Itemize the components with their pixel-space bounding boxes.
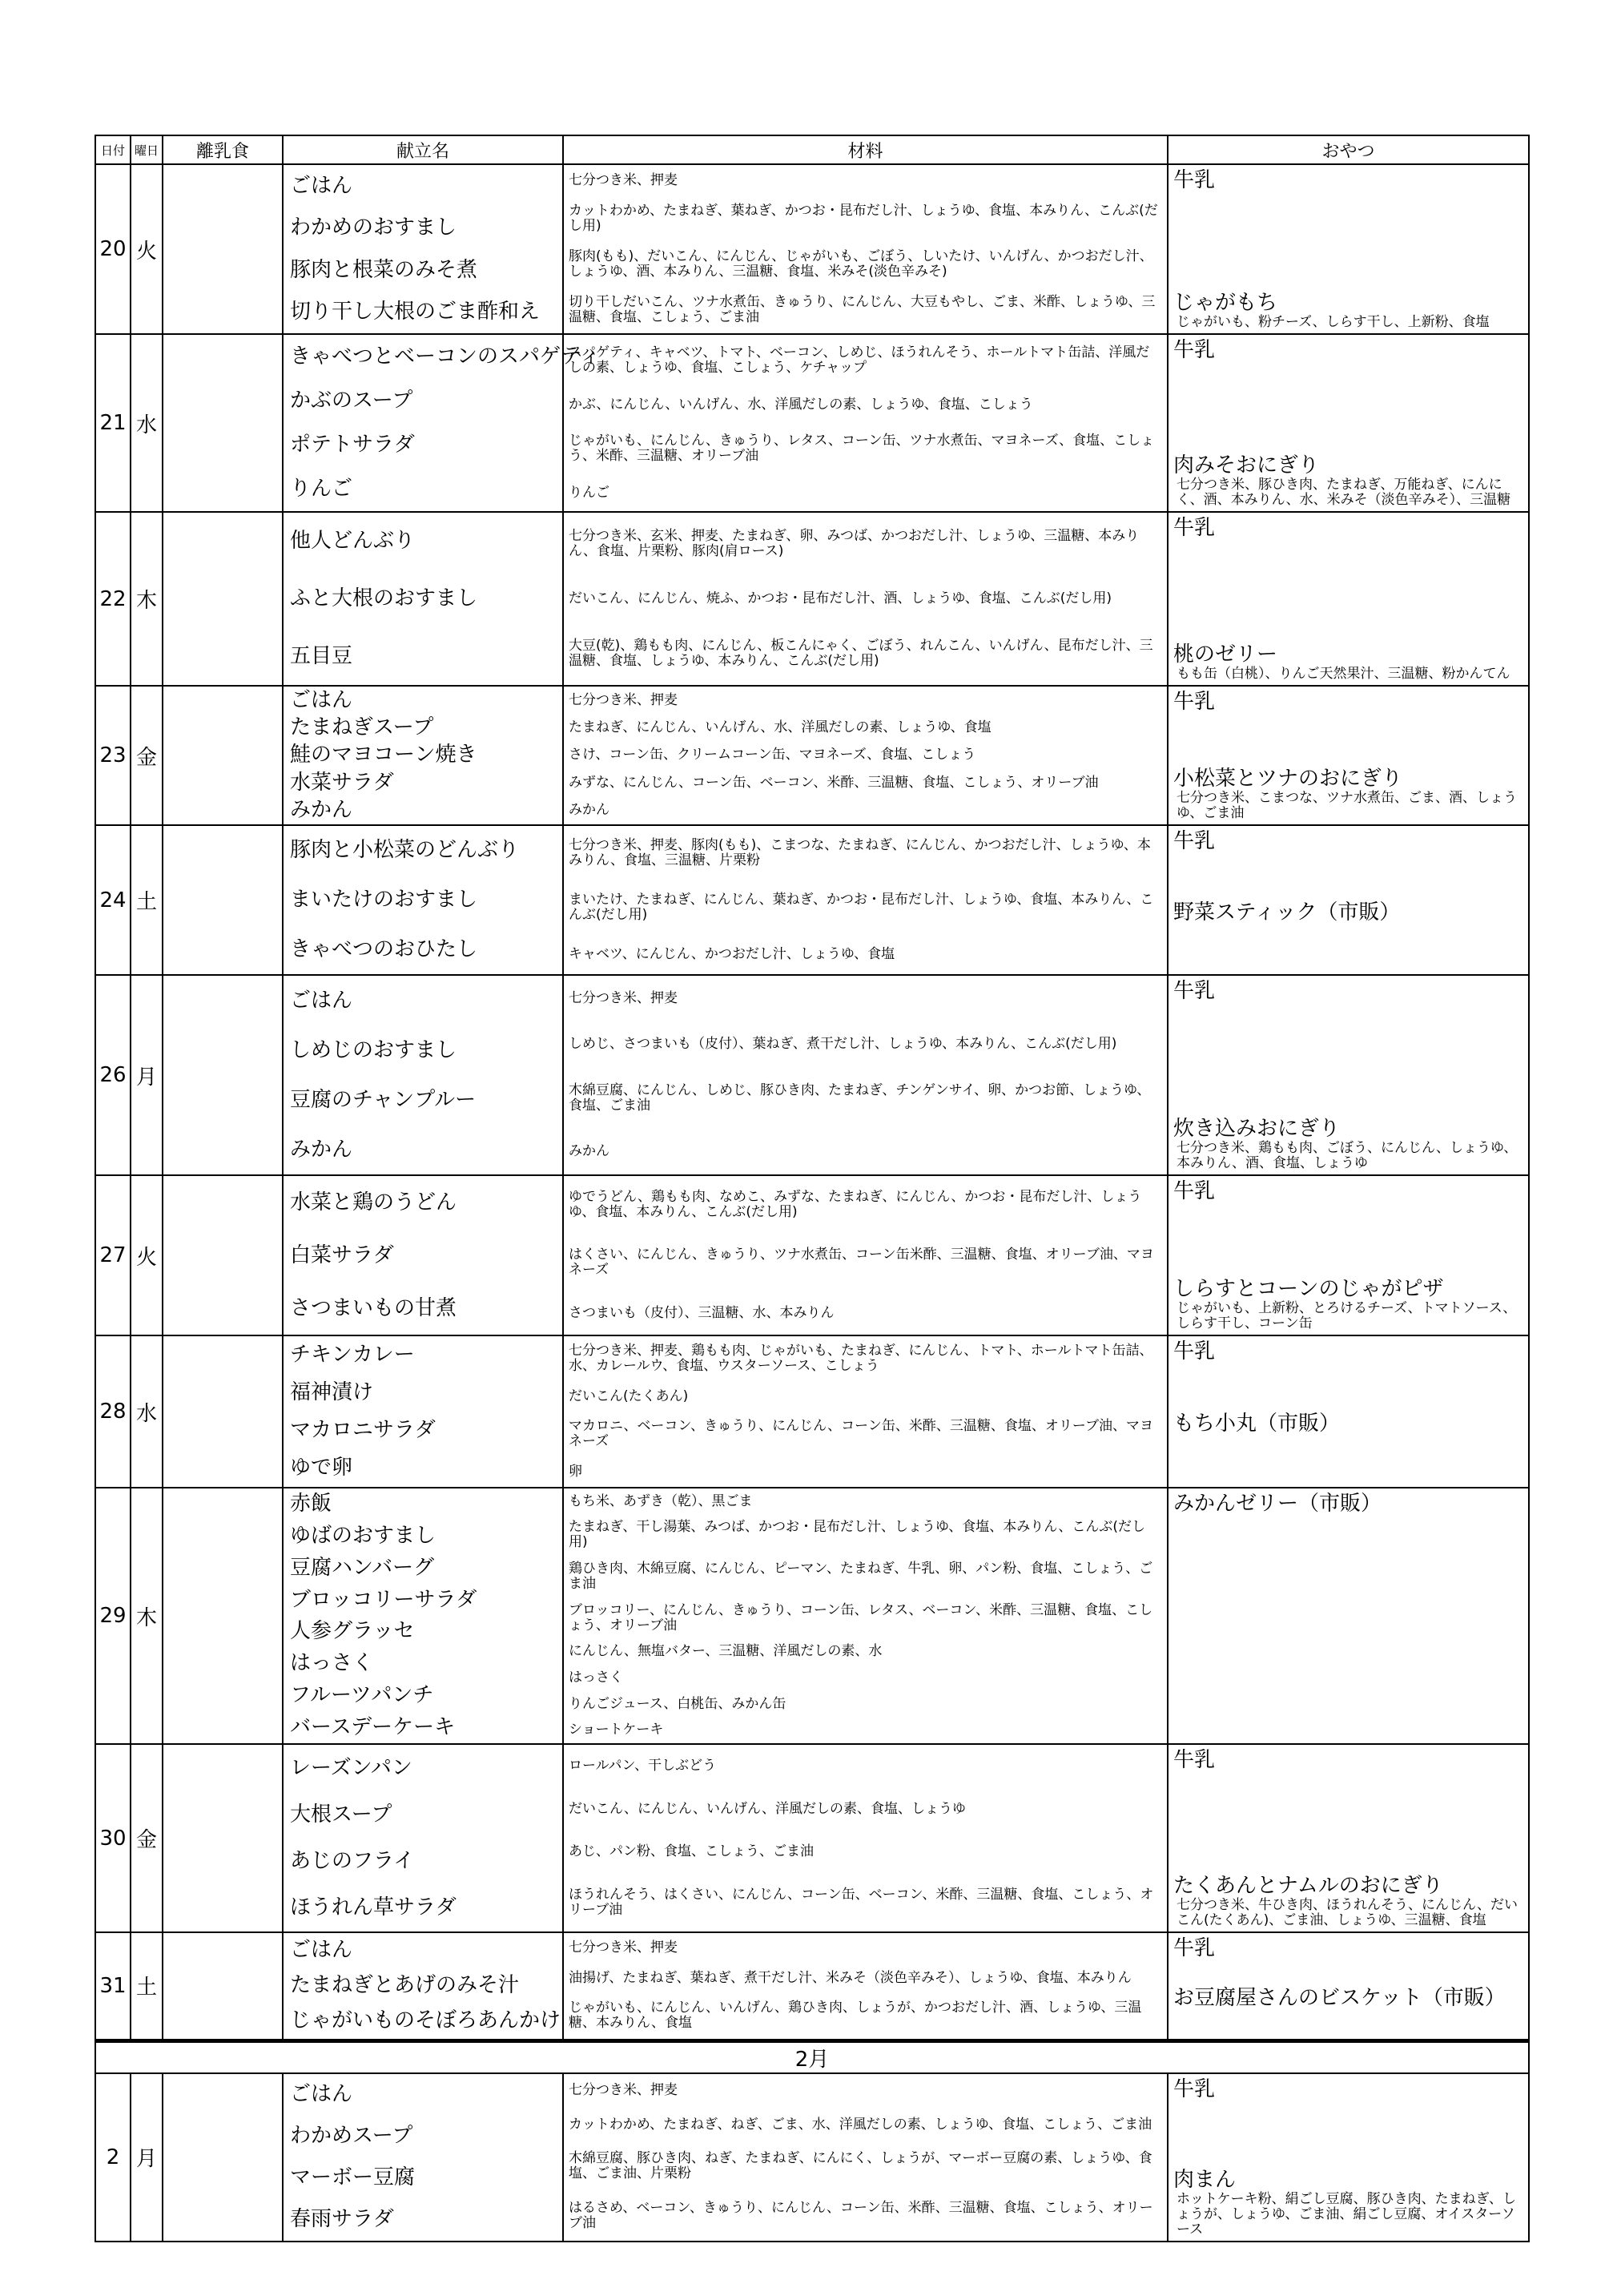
snack-cell <box>1168 1488 1529 1744</box>
dish-name: みかん <box>290 798 353 823</box>
ingredient-line: さけ、コーン缶、クリームコーン缶、マヨネーズ、食塩、こしょう <box>569 747 976 763</box>
day-weekday: 木 <box>131 512 163 686</box>
snack-group <box>1173 2168 1525 2238</box>
dish-list <box>284 513 562 685</box>
snack-drink: 牛乳 <box>1173 516 1216 540</box>
dish-name: 五目豆 <box>290 643 353 668</box>
snack-drink: 牛乳 <box>1173 2076 1216 2101</box>
baby-food-cell <box>163 1175 283 1335</box>
dish-name: 豆腐のチャンプルー <box>290 1087 477 1112</box>
day-row <box>95 512 1529 686</box>
snack-list <box>1168 1176 1528 1335</box>
day-row <box>95 2073 1529 2242</box>
header-weekday: 曜日 <box>131 135 163 164</box>
dish-name: 豚肉と根菜のみそ煮 <box>290 257 478 282</box>
day-row <box>95 1335 1529 1488</box>
ingredients-list <box>564 1488 1167 1743</box>
day-row <box>95 825 1529 975</box>
baby-food-cell <box>163 686 283 825</box>
snack-list <box>1168 1933 1528 2039</box>
dish-name: ごはん <box>290 173 353 198</box>
day-date: 31 <box>95 1932 131 2040</box>
dish-name: マーボー豆腐 <box>290 2165 416 2189</box>
snack-list <box>1168 687 1528 824</box>
dish-list <box>284 1933 562 2039</box>
ingredient-line: 七分つき米、押麦 <box>569 990 678 1007</box>
snack-cell <box>1168 1932 1529 2040</box>
baby-food-cell <box>163 1932 283 2040</box>
ingredient-line: 七分つき米、押麦、鶏もも肉、じゃがいも、たまねぎ、にんじん、トマト、ホールトマト缶詰、水、カレールウ、食塩、ウスターソース、こしょう <box>569 1343 1153 1375</box>
ingredient-line: ゆでうどん、鶏もも肉、なめこ、みずな、たまねぎ、にんじん、かつお・昆布だし汁、しょうゆ、食塩、本みりん、こんぶ(だし用) <box>569 1189 1142 1221</box>
dish-name: 切り干し大根のごま酢和え <box>290 300 541 324</box>
day-weekday: 金 <box>131 1744 163 1932</box>
day-date: 28 <box>95 1335 131 1488</box>
snack-cell <box>1168 1335 1529 1488</box>
baby-food-cell <box>163 1744 283 1932</box>
day-date: 26 <box>95 975 131 1175</box>
snack-drink: 牛乳 <box>1173 690 1216 714</box>
ingredients-list <box>564 976 1167 1174</box>
ingredients-list <box>564 826 1167 974</box>
snack-name: もち小丸（市販） <box>1173 1412 1341 1436</box>
snack-name: 肉まん <box>1173 2167 1237 2192</box>
snack-drink: 牛乳 <box>1173 338 1216 362</box>
dish-name: チキンカレー <box>290 1343 415 1367</box>
ingredient-line: まいたけ、たまねぎ、にんじん、葉ねぎ、かつお・昆布だし汁、しょうゆ、食塩、本みりん、こんぶ(だし用) <box>569 892 1154 923</box>
snack-group <box>1173 1277 1525 1331</box>
ingredient-line: 七分つき米、押麦 <box>569 691 678 708</box>
day-row <box>95 975 1529 1175</box>
snack-drink: 牛乳 <box>1173 1936 1216 1960</box>
dish-name: かぶのスープ <box>290 389 413 413</box>
dish-name: あじのフライ <box>290 1849 415 1874</box>
day-date: 22 <box>95 512 131 686</box>
ingredient-line: りんご <box>569 484 609 501</box>
dish-name: 白菜サラダ <box>290 1243 394 1267</box>
day-row <box>95 686 1529 825</box>
ingredient-line: はっさく <box>569 1669 623 1686</box>
dish-name: 他人どんぶり <box>290 529 416 554</box>
dish-name: わかめスープ <box>290 2124 413 2148</box>
dish-name: ごはん <box>290 1938 353 1963</box>
dish-name: ごはん <box>290 2082 353 2106</box>
day-date: 27 <box>95 1175 131 1335</box>
dish-cell <box>283 975 563 1175</box>
snack-list <box>1168 165 1528 333</box>
dish-list <box>284 2074 562 2241</box>
ingredient-line: みかん <box>569 1142 609 1159</box>
baby-food-cell <box>163 334 283 512</box>
snack-name: 桃のゼリー <box>1173 642 1278 667</box>
snack-cell <box>1168 2073 1529 2242</box>
ingredient-line: ロールパン、干しぶどう <box>569 1758 717 1774</box>
ingredients-cell <box>563 2073 1168 2242</box>
snack-list <box>1168 826 1528 974</box>
dish-list <box>284 1745 562 1931</box>
ingredient-line: 七分つき米、押麦 <box>569 2082 678 2099</box>
dish-name: 水菜と鶏のうどん <box>290 1190 457 1214</box>
ingredient-line: 切り干しだいこん、ツナ水煮缶、きゅうり、にんじん、大豆もやし、ごま、米酢、しょうゆ、三温糖、食塩、こしょう、ごま油 <box>569 294 1156 326</box>
header-date: 日付 <box>95 135 131 164</box>
ingredients-list <box>564 1336 1167 1487</box>
header-baby-food: 離乳食 <box>163 135 283 164</box>
ingredient-line: だいこん、にんじん、焼ふ、かつお・昆布だし汁、酒、しょうゆ、食塩、こんぶ(だし用) <box>569 590 1112 606</box>
snack-name: お豆腐屋さんのビスケット（市販） <box>1173 1985 1506 2010</box>
ingredient-line: たまねぎ、干し湯葉、みつば、かつお・昆布だし汁、しょうゆ、食塩、本みりん、こんぶ(だし用) <box>569 1519 1145 1551</box>
snack-group <box>1173 1117 1525 1171</box>
snack-group <box>1173 642 1525 682</box>
dish-name: 人参グラッセ <box>290 1619 415 1644</box>
ingredient-line: 木綿豆腐、豚ひき肉、ねぎ、たまねぎ、にんにく、しょうが、マーボー豆腐の素、しょうゆ、食塩、ごま油、片栗粉 <box>569 2150 1152 2182</box>
day-date: 20 <box>95 164 131 334</box>
snack-list <box>1168 1336 1528 1487</box>
dish-name: ごはん <box>290 687 353 712</box>
day-date: 23 <box>95 686 131 825</box>
ingredient-line: スパゲティ、キャベツ、トマト、ベーコン、しめじ、ほうれんそう、ホールトマト缶詰、洋風だしの素、しょうゆ、食塩、こしょう、ケチャップ <box>569 344 1150 377</box>
baby-food-cell <box>163 975 283 1175</box>
snack-list <box>1168 1488 1528 1743</box>
snack-group <box>1173 767 1525 821</box>
ingredient-line: 豚肉(もも)、だいこん、にんじん、じゃがいも、ごぼう、しいたけ、いんげん、かつおだし汁、しょうゆ、酒、本みりん、三温糖、食塩、米みそ(淡色辛みそ) <box>569 248 1153 280</box>
snack-cell <box>1168 334 1529 512</box>
snack-cell <box>1168 512 1529 686</box>
ingredient-line: マカロニ、ベーコン、きゅうり、にんじん、コーン缶、米酢、三温糖、食塩、オリーブ油、マヨネーズ <box>569 1418 1153 1450</box>
snack-list <box>1168 513 1528 685</box>
header-row <box>95 135 1529 164</box>
dish-list <box>284 826 562 974</box>
dish-name: マカロニサラダ <box>290 1418 436 1442</box>
dish-list <box>284 335 601 511</box>
ingredient-line: もち米、あずき（乾）、黒ごま <box>569 1492 753 1509</box>
ingredient-line: 卵 <box>569 1463 582 1480</box>
ingredients-cell <box>563 975 1168 1175</box>
ingredient-line: じゃがいも、にんじん、きゅうり、レタス、コーン缶、ツナ水煮缶、マヨネーズ、食塩、こしょう、米酢、三温糖、オリーブ油 <box>569 433 1155 465</box>
baby-food-cell <box>163 164 283 334</box>
dish-name: ふと大根のおすまし <box>290 586 478 610</box>
snack-list <box>1168 2074 1528 2241</box>
day-weekday: 土 <box>131 1932 163 2040</box>
dish-cell <box>283 825 563 975</box>
snack-list <box>1168 335 1528 511</box>
dish-name: 鮭のマヨコーン焼き <box>290 743 477 767</box>
ingredient-line: ほうれんそう、はくさい、にんじん、コーン缶、ベーコン、米酢、三温糖、食塩、こしょう、オリーブ油 <box>569 1886 1154 1918</box>
snack-cell <box>1168 1175 1529 1335</box>
dish-name: ゆばのおすまし <box>290 1524 436 1549</box>
ingredient-line: にんじん、無塩バター、三温糖、洋風だしの素、水 <box>569 1643 883 1660</box>
baby-food-cell <box>163 2073 283 2242</box>
dish-name: レーズンパン <box>290 1755 412 1780</box>
day-row <box>95 1932 1529 2040</box>
day-weekday: 木 <box>131 1488 163 1744</box>
dish-cell <box>283 1335 563 1488</box>
dish-name: わかめのおすまし <box>290 216 457 240</box>
month-divider-row <box>95 2040 1529 2073</box>
day-date: 24 <box>95 825 131 975</box>
ingredients-cell <box>563 1932 1168 2040</box>
ingredients-cell <box>563 686 1168 825</box>
snack-ingredients: 七分つき米、鶏もも肉、ごぼう、にんじん、しょうゆ、本みりん、酒、食塩、しょうゆ <box>1177 1140 1518 1171</box>
dish-name: 豆腐ハンバーグ <box>290 1555 435 1580</box>
snack-cell <box>1168 164 1529 334</box>
dish-name: たまねぎスープ <box>290 715 434 740</box>
dish-cell <box>283 1744 563 1932</box>
dish-name: 大根スープ <box>290 1802 392 1827</box>
snack-drink: 牛乳 <box>1173 1748 1216 1772</box>
dish-name: 豚肉と小松菜のどんぶり <box>290 838 520 863</box>
ingredients-list <box>564 513 1167 685</box>
day-weekday: 土 <box>131 825 163 975</box>
snack-drink: みかんゼリー（市販） <box>1173 1492 1382 1516</box>
snack-name: 野菜スティック（市販） <box>1173 900 1401 924</box>
snack-cell <box>1168 825 1529 975</box>
ingredient-line: 木綿豆腐、にんじん、しめじ、豚ひき肉、たまねぎ、チンゲンサイ、卵、かつお節、しょうゆ、食塩、ごま油 <box>569 1082 1151 1114</box>
dish-name: さつまいもの甘煮 <box>290 1295 457 1320</box>
ingredient-line: 七分つき米、玄米、押麦、たまねぎ、卵、みつば、かつおだし汁、しょうゆ、三温糖、本みりん、食塩、片栗粉、豚肉(肩ロース) <box>569 528 1140 559</box>
ingredient-line: 大豆(乾)、鶏もも肉、にんじん、板こんにゃく、ごぼう、れんこん、いんげん、昆布だし汁、三温糖、食塩、しょうゆ、本みりん、こんぶ(だし用) <box>569 638 1153 669</box>
ingredients-cell <box>563 825 1168 975</box>
dish-cell <box>283 1175 563 1335</box>
dish-name: きゃべつのおひたし <box>290 937 478 961</box>
ingredient-line: ショートケーキ <box>569 1722 664 1738</box>
baby-food-cell <box>163 825 283 975</box>
day-row <box>95 1175 1529 1335</box>
dish-list <box>284 976 562 1174</box>
menu-table <box>95 135 1530 2242</box>
dish-name: 赤飯 <box>290 1492 332 1517</box>
snack-cell <box>1168 975 1529 1175</box>
dish-name: フルーツパンチ <box>290 1682 434 1707</box>
snack-list <box>1168 1745 1528 1931</box>
ingredient-line: はくさい、にんじん、きゅうり、ツナ水煮缶、コーン缶米酢、三温糖、食塩、オリーブ油、マヨネーズ <box>569 1247 1154 1279</box>
baby-food-cell <box>163 1488 283 1744</box>
ingredients-list <box>564 1176 1167 1335</box>
dish-name: ポテトサラダ <box>290 433 415 457</box>
dish-name: じゃがいものそぼろあんかけ <box>290 2008 561 2033</box>
ingredient-line: はるさめ、ベーコン、きゅうり、にんじん、コーン缶、米酢、三温糖、食塩、こしょう、オリーブ油 <box>569 2199 1153 2231</box>
dish-cell <box>283 686 563 825</box>
day-date: 29 <box>95 1488 131 1744</box>
snack-name: じゃがもち <box>1173 291 1278 315</box>
ingredient-line: たまねぎ、にんじん、いんげん、水、洋風だしの素、しょうゆ、食塩 <box>569 719 992 736</box>
snack-name: 炊き込みおにぎり <box>1173 1117 1341 1141</box>
dish-cell <box>283 1932 563 2040</box>
snack-cell <box>1168 1744 1529 1932</box>
header-snack: おやつ <box>1168 135 1529 164</box>
day-weekday: 月 <box>131 975 163 1175</box>
dish-list <box>284 1336 562 1487</box>
ingredient-line: ブロッコリー、にんじん、きゅうり、コーン缶、レタス、ベーコン、米酢、三温糖、食塩、こしょう、オリーブ油 <box>569 1601 1153 1633</box>
ingredient-line: 鶏ひき肉、木綿豆腐、にんじん、ピーマン、たまねぎ、牛乳、卵、パン粉、食塩、こしょう、ごま油 <box>569 1561 1153 1593</box>
snack-ingredients: 七分つき米、豚ひき肉、たまねぎ、万能ねぎ、にんにく、酒、本みりん、水、米みそ（淡色辛みそ）、三温糖 <box>1177 477 1511 508</box>
snack-name: 肉みそおにぎり <box>1173 453 1320 477</box>
month-label: 2月 <box>95 2040 1529 2073</box>
day-date: 30 <box>95 1744 131 1932</box>
day-weekday: 火 <box>131 164 163 334</box>
dish-name: 福神漬け <box>290 1380 374 1404</box>
ingredient-line: みずな、にんじん、コーン缶、ベーコン、米酢、三温糖、食塩、こしょう、オリーブ油 <box>569 774 1099 791</box>
ingredient-line: りんごジュース、白桃缶、みかん缶 <box>569 1695 786 1712</box>
snack-group <box>1173 291 1525 330</box>
baby-food-cell <box>163 512 283 686</box>
ingredient-line: カットわかめ、たまねぎ、ねぎ、ごま、水、洋風だしの素、しょうゆ、食塩、こしょう、ごま油 <box>569 2116 1152 2133</box>
ingredient-line: 七分つき米、押麦、豚肉(もも)、こまつな、たまねぎ、にんじん、かつおだし汁、しょうゆ、本みりん、食塩、三温糖、片栗粉 <box>569 837 1151 868</box>
dish-name: しめじのおすまし <box>290 1037 457 1062</box>
ingredient-line: しめじ、さつまいも（皮付）、葉ねぎ、煮干だし汁、しょうゆ、本みりん、こんぶ(だし用) <box>569 1036 1117 1053</box>
ingredients-cell <box>563 512 1168 686</box>
snack-ingredients: もも缶（白桃）、りんご天然果汁、三温糖、粉かんてん <box>1177 666 1510 682</box>
day-weekday: 金 <box>131 686 163 825</box>
ingredients-cell <box>563 1175 1168 1335</box>
ingredient-line: キャベツ、にんじん、かつおだし汁、しょうゆ、食塩 <box>569 946 895 962</box>
dish-list <box>284 1176 562 1335</box>
ingredient-line: だいこん、にんじん、いんげん、洋風だしの素、食塩、しょうゆ <box>569 1800 967 1817</box>
header-ingredients: 材料 <box>563 135 1168 164</box>
dish-name: みかん <box>290 1137 353 1162</box>
ingredients-cell <box>563 1744 1168 1932</box>
dish-name: 水菜サラダ <box>290 770 394 795</box>
snack-name: たくあんとナムルのおにぎり <box>1173 1874 1443 1898</box>
day-row <box>95 1488 1529 1744</box>
ingredient-line: 七分つき米、押麦 <box>569 1940 678 1956</box>
snack-drink: 牛乳 <box>1173 829 1216 853</box>
snack-drink: 牛乳 <box>1173 1339 1216 1364</box>
snack-list <box>1168 976 1528 1174</box>
dish-cell <box>283 164 563 334</box>
snack-drink: 牛乳 <box>1173 168 1216 192</box>
ingredient-line: さつまいも（皮付）、三温糖、水、本みりん <box>569 1304 835 1321</box>
snack-drink: 牛乳 <box>1173 1179 1216 1203</box>
ingredients-cell <box>563 334 1168 512</box>
dish-name: バースデーケーキ <box>290 1714 456 1739</box>
snack-group <box>1173 1874 1525 1928</box>
dish-list <box>284 165 562 333</box>
dish-name: たまねぎとあげのみそ汁 <box>290 1973 520 1998</box>
day-row <box>95 1744 1529 1932</box>
dish-name: ブロッコリーサラダ <box>290 1587 477 1612</box>
day-weekday: 水 <box>131 334 163 512</box>
dish-name: きゃべつとベーコンのスパゲティ <box>290 344 601 369</box>
ingredients-list <box>564 1745 1167 1931</box>
ingredients-list <box>564 2074 1167 2241</box>
ingredient-line: 七分つき米、押麦 <box>569 171 678 188</box>
ingredient-line: あじ、パン粉、食塩、こしょう、ごま油 <box>569 1843 814 1860</box>
day-weekday: 火 <box>131 1175 163 1335</box>
ingredient-line: だいこん(たくあん) <box>569 1388 689 1404</box>
snack-drink: 牛乳 <box>1173 979 1216 1003</box>
dish-name: まいたけのおすまし <box>290 887 478 912</box>
day-weekday: 水 <box>131 1335 163 1488</box>
snack-ingredients: 七分つき米、牛ひき肉、ほうれんそう、にんじん、だいこん(たくあん)、ごま油、しょうゆ、三温糖、食塩 <box>1177 1897 1518 1928</box>
day-row <box>95 334 1529 512</box>
ingredients-list <box>564 165 1167 333</box>
dish-name: りんご <box>290 477 353 501</box>
dish-name: ゆで卵 <box>290 1456 353 1480</box>
dish-name: ごはん <box>290 988 353 1013</box>
dish-name: はっさく <box>290 1651 374 1676</box>
header-menu-name: 献立名 <box>283 135 563 164</box>
snack-ingredients: ホットケーキ粉、絹ごし豆腐、豚ひき肉、たまねぎ、しょうが、しょうゆ、ごま油、絹ごし豆腐、オイスターソース <box>1177 2190 1516 2238</box>
dish-list <box>284 687 562 824</box>
day-row <box>95 164 1529 334</box>
dish-cell <box>283 334 601 512</box>
dish-name: 春雨サラダ <box>290 2207 394 2231</box>
dish-list <box>284 1488 562 1743</box>
day-date: 21 <box>95 334 131 512</box>
ingredients-cell <box>563 164 1168 334</box>
baby-food-cell <box>163 1335 283 1488</box>
dish-cell <box>283 1488 563 1744</box>
snack-ingredients: じゃがいも、粉チーズ、しらす干し、上新粉、食塩 <box>1177 314 1490 330</box>
dish-cell <box>283 2073 563 2242</box>
snack-name: しらすとコーンのじゃがピザ <box>1173 1277 1444 1301</box>
ingredient-line: 油揚げ、たまねぎ、葉ねぎ、煮干だし汁、米みそ（淡色辛みそ）、しょうゆ、食塩、本みりん <box>569 1969 1132 1986</box>
ingredient-line: じゃがいも、にんじん、いんげん、鶏ひき肉、しょうが、かつおだし汁、酒、しょうゆ、三温糖、本みりん、食塩 <box>569 2000 1142 2032</box>
ingredients-list <box>564 687 1167 824</box>
ingredients-list <box>564 1933 1167 2039</box>
ingredients-cell <box>563 1488 1168 1744</box>
ingredient-line: かぶ、にんじん、いんげん、水、洋風だしの素、しょうゆ、食塩、こしょう <box>569 396 1033 413</box>
ingredients-list <box>564 335 1167 511</box>
dish-cell <box>283 512 563 686</box>
ingredient-line: カットわかめ、たまねぎ、葉ねぎ、かつお・昆布だし汁、しょうゆ、食塩、本みりん、こんぶ(だし用) <box>569 202 1158 234</box>
day-weekday: 月 <box>131 2073 163 2242</box>
snack-group <box>1173 453 1525 508</box>
ingredient-line: みかん <box>569 802 609 819</box>
snack-ingredients: 七分つき米、こまつな、ツナ水煮缶、ごま、酒、しょうゆ、ごま油 <box>1177 790 1517 821</box>
snack-ingredients: じゃがいも、上新粉、とろけるチーズ、トマトソース、しらす干し、コーン缶 <box>1177 1300 1517 1331</box>
dish-name: ほうれん草サラダ <box>290 1895 457 1920</box>
snack-name: 小松菜とツナのおにぎり <box>1173 767 1403 791</box>
day-date: 2 <box>95 2073 131 2242</box>
ingredients-cell <box>563 1335 1168 1488</box>
snack-cell <box>1168 686 1529 825</box>
